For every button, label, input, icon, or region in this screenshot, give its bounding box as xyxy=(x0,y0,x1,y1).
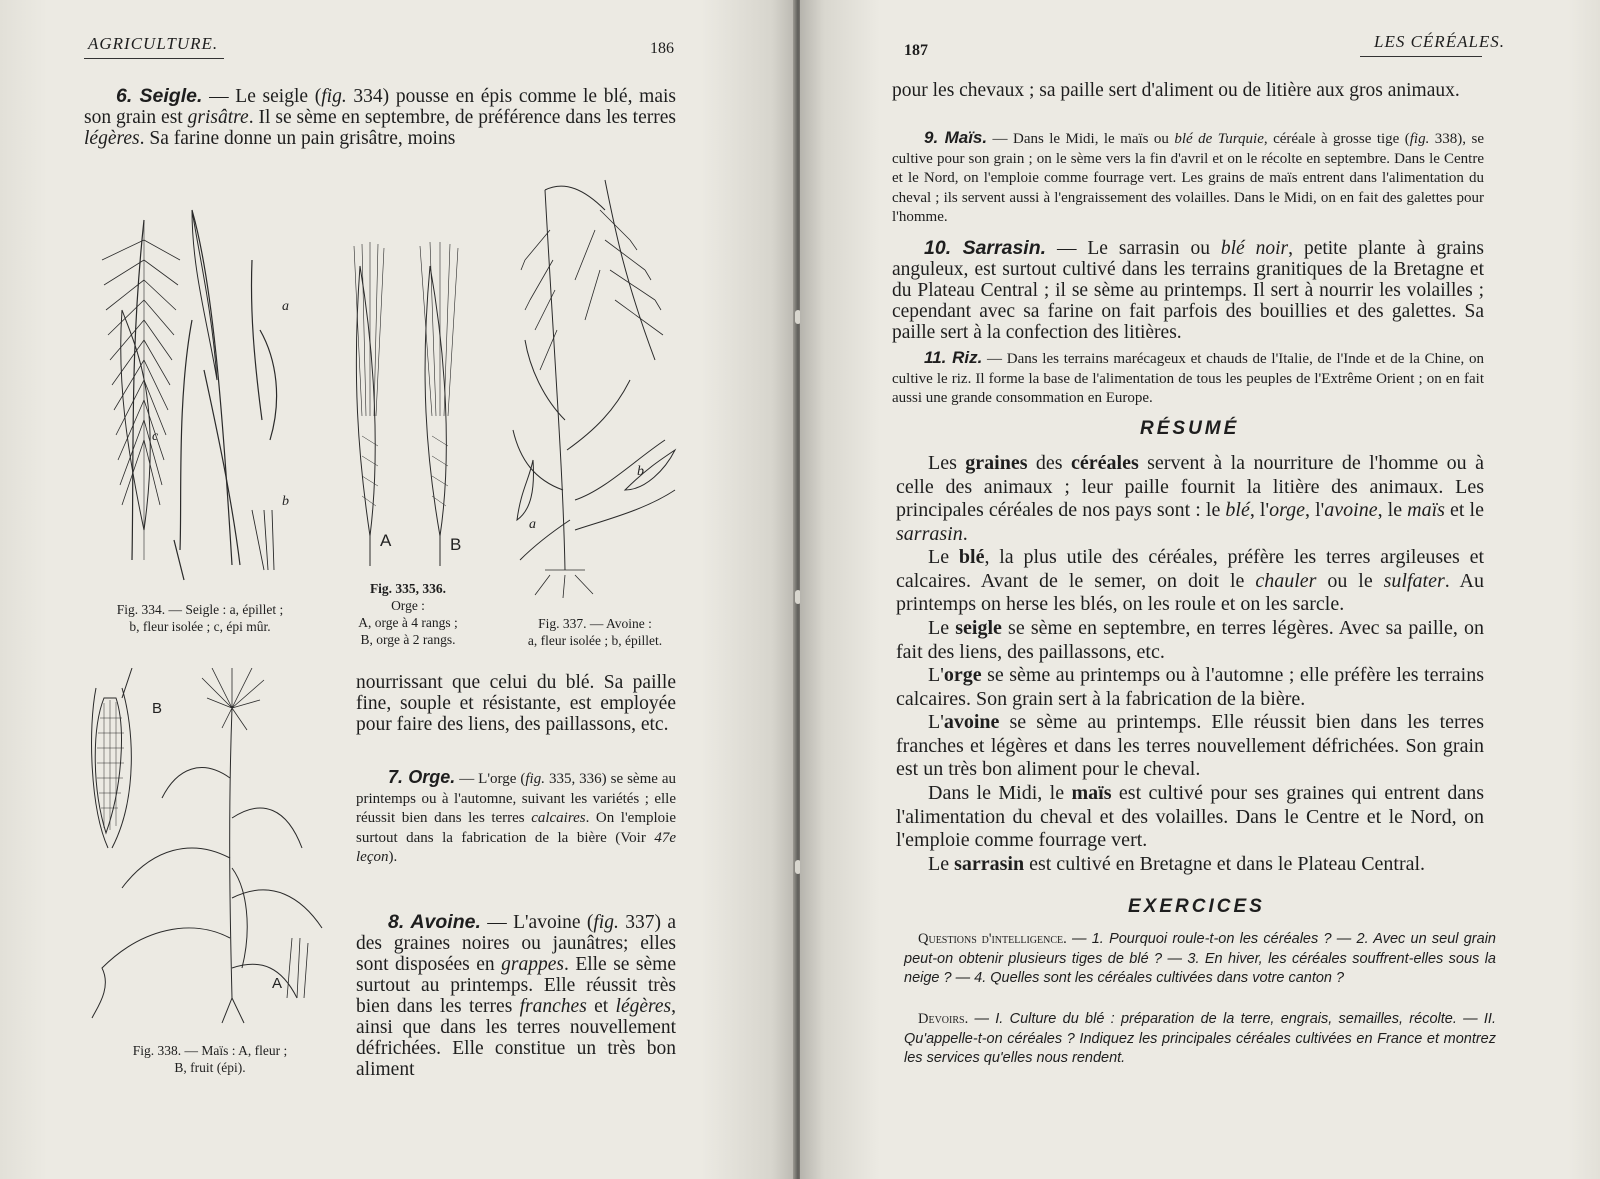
figure-mais-illustration xyxy=(82,668,332,1028)
paragraph-avoine-continuation: pour les chevaux ; sa paille sert d'aliment ou de litière aux gros animaux. xyxy=(892,80,1460,101)
heading-sarrasin: 10. Sarrasin. xyxy=(924,237,1047,259)
resume-paragraph-7: Le sarrasin est cultivé en Bretagne et dans le Plateau Central. xyxy=(928,853,1426,875)
page-number-left: 186 xyxy=(650,40,674,57)
left-page xyxy=(0,0,796,1179)
paragraph-sarrasin: 10. Sarrasin. — Le sarrasin ou blé noir, petite plante à grains anguleux, est surtout cultivé dans les terrains granitiques de la Bretagne et du Plateau Central ; il se sème au printemps. Il sert à nourrir les volailles ; cependant avec sa farine on fait parfois des bouillies et des galettes. Sa paille sert à la confection des litières. xyxy=(892,237,1484,343)
resume-paragraph-3: Le seigle se sème en septembre, en terres légères. Avec sa paille, on fait des liens, des paillassons, etc. xyxy=(896,617,1485,663)
paragraph-riz: 11. Riz. — Dans les terrains marécageux et chauds de l'Italie, de l'Inde et de la Chine, on cultive le riz. Il forme la base de l'alimentation de tous les peuples de l'Extrême Orient ; on en fait aussi une grande consommation en Europe. xyxy=(892,348,1484,406)
heading-avoine: 8. Avoine. xyxy=(388,911,481,933)
fig335-label-B: B xyxy=(450,535,462,554)
header-rule xyxy=(1360,56,1482,57)
figure-avoine-illustration xyxy=(505,170,680,600)
resume-paragraph-2: Le blé, la plus utile des céréales, préfère les terres argileuses et calcaires. Avant de le semer, on doit le chauler ou le sulfater. Au printemps on herse les blés, on les roule et on les sarcle. xyxy=(896,546,1485,615)
header-rule xyxy=(84,58,224,59)
heading-riz: 11. Riz. xyxy=(924,348,983,367)
paragraph-orge: 7. Orge. — L'orge (fig. 335, 336) se sème au printemps ou à l'automne, suivant les variétés ; elle réussit bien dans les terres calcaires. On l'emploie surtout dans la fabrication de la bière (Voir 47e leçon). xyxy=(356,767,677,865)
resume-paragraph-1: Les graines des céréales servent à la nourriture de l'homme ou à celle des animaux ; leur paille fournit la litière des animaux. Les principales céréales de nos pays sont : le blé, l'orge, l'avoine, le maïs et le sarrasin. xyxy=(896,452,1484,545)
paragraph-seigle-continuation: nourrissant que celui du blé. Sa paille fine, souple et résistante, est employée pour faire des liens, des paillassons, etc. xyxy=(356,672,676,735)
fig338-label-A: A xyxy=(272,975,283,992)
fig337-label-b: b xyxy=(637,464,644,479)
resume-title: RÉSUMÉ xyxy=(1140,418,1240,439)
fig335-label-A: A xyxy=(380,531,392,550)
caption-fig338: Fig. 338. — Maïs : A, fleur ; B, fruit (épi). xyxy=(132,1043,288,1075)
right-page xyxy=(800,0,1600,1179)
fig334-label-b: b xyxy=(282,494,289,509)
fig334-label-c: c xyxy=(152,429,159,444)
running-head-left: AGRICULTURE. xyxy=(88,34,219,53)
heading-seigle: 6. Seigle. xyxy=(116,85,203,107)
resume-paragraph-5: L'avoine se sème au printemps. Elle réussit bien dans les terres franches et légères et dans les terres nouvellement défrichées. Son grain est un très bon aliment pour le cheval. xyxy=(896,711,1484,780)
heading-mais: 9. Maïs. xyxy=(924,128,988,147)
page-number-right: 187 xyxy=(904,42,928,59)
figure-seigle-illustration xyxy=(92,200,312,585)
figure-orge-illustration xyxy=(340,236,475,566)
fig337-label-a: a xyxy=(529,517,536,532)
heading-orge: 7. Orge. xyxy=(388,767,456,787)
running-head-right: LES CÉRÉALES. xyxy=(1374,32,1506,51)
exercices-questions: Questions d'intelligence. — 1. Pourquoi roule-t-on les céréales ? — 2. Avec un seul grain peut-on obtenir plusieurs tiges de blé ? — 3. En hiver, les céréales souffrent-elles sous la neige ? — 4. Quelles sont les céréales cultivées dans votre canton ? xyxy=(904,931,1496,986)
caption-fig335: Fig. 335, 336. Orge : A, orge à 4 rangs ; B, orge à 2 rangs. xyxy=(358,581,458,647)
paragraph-avoine: 8. Avoine. — L'avoine (fig. 337) a des graines noires ou jaunâtres; elles sont disposées en grappes. Elle se sème surtout au printemps. Elle réussit très bien dans les terres franches et légères, ainsi que dans les terres nouvellement défrichées. Elle constitue un très bon aliment xyxy=(356,911,676,1080)
caption-fig337: Fig. 337. — Avoine : a, fleur isolée ; b, épillet. xyxy=(527,616,663,648)
resume-paragraph-4: L'orge se sème au printemps ou à l'automne ; elle préfère les terrains calcaires. Son grain sert à la fabrication de la bière. xyxy=(896,664,1484,710)
exercices-devoirs: Devoirs. — I. Culture du blé : préparation de la terre, engrais, semailles, récolte. — II. Qu'appelle-t-on céréales ? Indiquez les principales céréales cultivées en France et montrez les services qu'elles nous rendent. xyxy=(904,1011,1496,1066)
caption-fig334: Fig. 334. — Seigle : a, épillet ; b, fleur isolée ; c, épi mûr. xyxy=(116,602,284,634)
paragraph-mais: 9. Maïs. — Dans le Midi, le maïs ou blé de Turquie, céréale à grosse tige (fig. 338), se cultive pour son grain ; on le sème vers la fin d'avril et on le récolte en septembre. Dans le Centre et le Nord, on l'emploie comme fourrage vert. Les grains de maïs entrent dans l'alimentation du cheval ; ils servent aussi à l'engraissement des volailles. Dans le Midi, on en fait des galettes pour l'homme. xyxy=(892,128,1484,225)
fig334-label-a: a xyxy=(282,299,289,314)
exercices-title: EXERCICES xyxy=(1128,896,1265,917)
resume-paragraph-6: Dans le Midi, le maïs est cultivé pour ses graines qui entrent dans l'alimentation du cheval et des volailles. Dans le Centre et le Nord, on l'emploie comme fourrage vert. xyxy=(896,782,1484,851)
fig338-label-B: B xyxy=(152,700,163,717)
paragraph-seigle: 6. Seigle. — Le seigle (fig. 334) pousse en épis comme le blé, mais son grain est grisâtre. Il se sème en septembre, de préférence dans les terres légères. Sa farine donne un pain grisâtre, moins xyxy=(84,85,677,149)
